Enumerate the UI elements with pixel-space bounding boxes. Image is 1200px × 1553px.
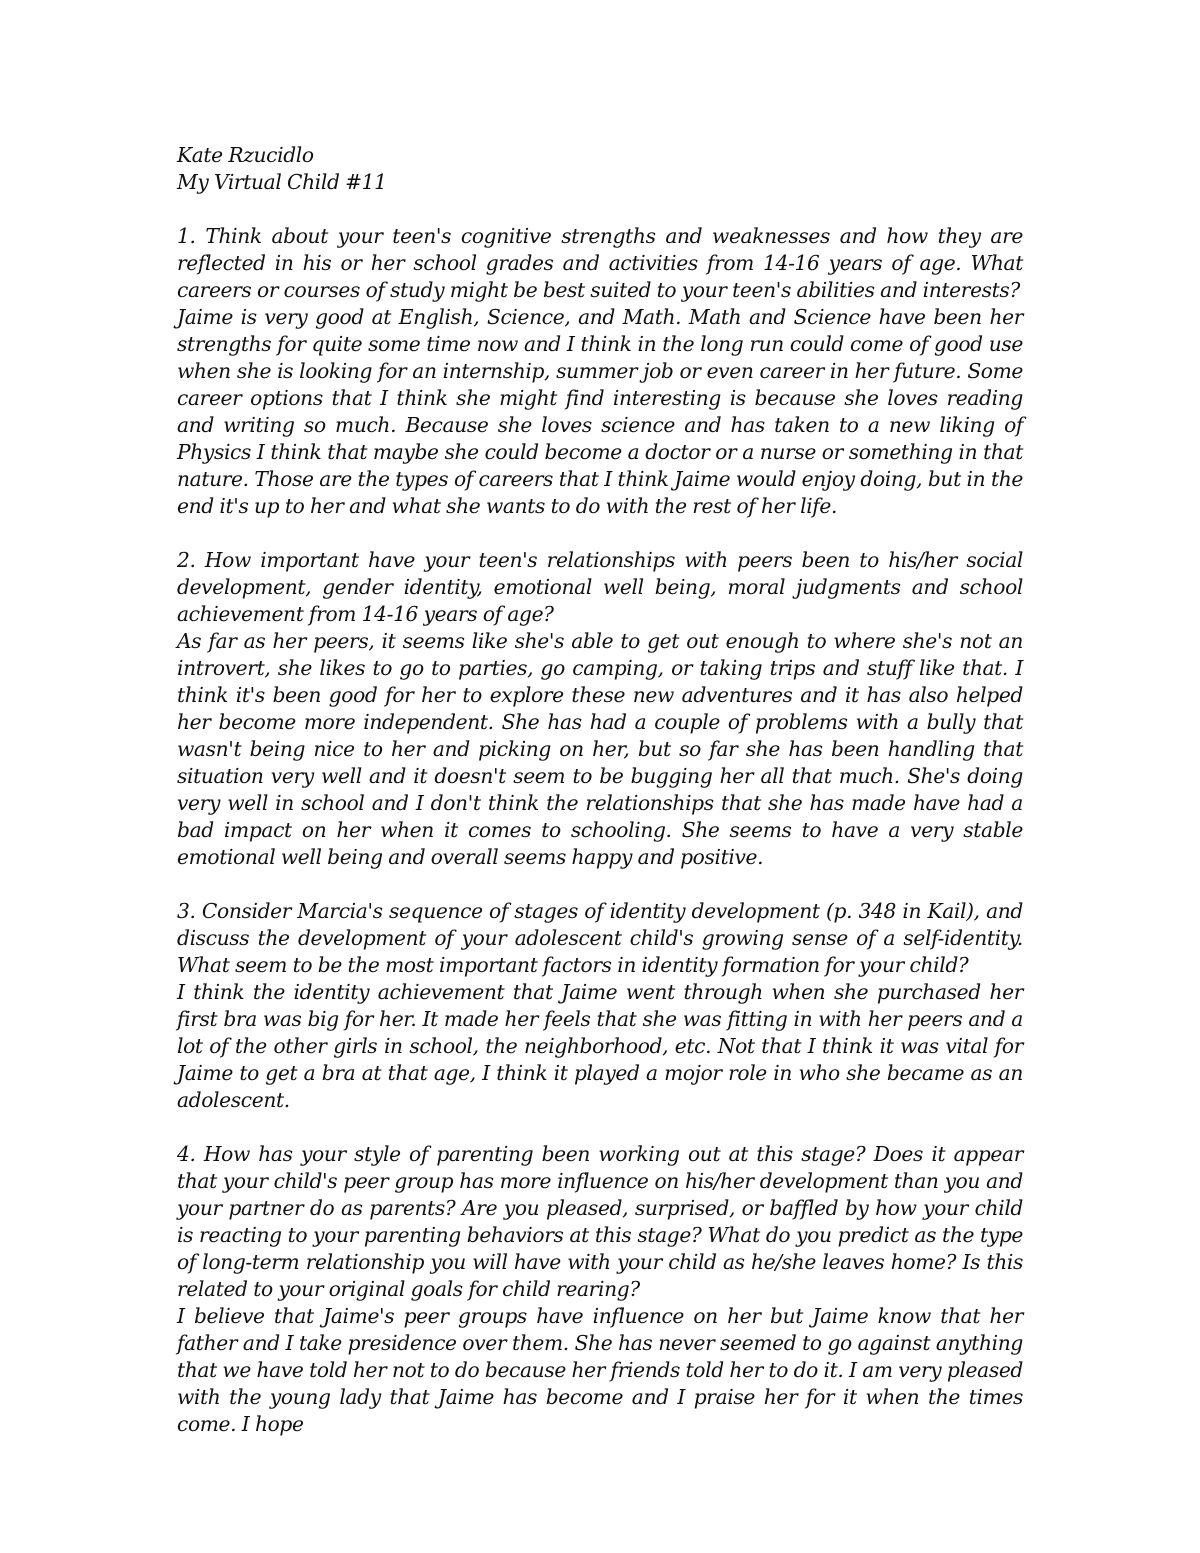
assignment-title: My Virtual Child #11 (177, 170, 387, 194)
question-4: 4. How has your style of parenting been working out at this stage? Does it appear that your child's peer group has more influence on his/her development than you and your partner do as parents? Are you pleased, surprised, or baffled by how your child is reacting to your parenting behaviors at this stage? What do you predict as the type of long-term relationship you will have with your child as he/she leaves home? Is this related to your original goals for child rearing? (177, 1142, 1023, 1301)
section-3 (177, 898, 1023, 1114)
answer-3: I think the identity achievement that Jaime went through when she purchased her first bra was big for her. It made her feels that she was fitting in with her peers and a lot of the other girls in school, the neighborhood, etc. Not that I think it was vital for Jaime to get a bra at that age, I think it played a mojor role in who she became as an adolescent. (177, 980, 1023, 1112)
section-4 (177, 1141, 1023, 1438)
question-3: 3. Consider Marcia's sequence of stages of identity development (p. 348 in Kail), and discuss the development of your adolescent child's growing sense of a self-identity. What seem to be the most important factors in identity formation for your child? (177, 899, 1023, 977)
question-2: 2. How important have your teen's relationships with peers been to his/her social development, gender identity, emotional well being, moral judgments and school achievement from 14-16 years of age? (177, 548, 1023, 626)
section-2 (177, 547, 1023, 871)
spacer (177, 1114, 1023, 1141)
document-body (177, 142, 1023, 1438)
question-1: 1. Think about your teen's cognitive strengths and weaknesses and how they are reflected in his or her school grades and activities from 14-16 years of age. What careers or courses of study might be best suited to your teen's abilities and interests? (177, 224, 1023, 302)
answer-1: Jaime is very good at English, Science, and Math. Math and Science have been her strengths for quite some time now and I think in the long run could come of good use when she is looking for an internship, summer job or even career in her future. Some career options that I think she might find interesting is because she loves reading and writing so much. Because she loves science and has taken to a new liking of Physics I think that maybe she could become a doctor or a nurse or something in that nature. Those are the types of careers that I think Jaime would enjoy doing, but in the end it's up to her and what she wants to do with the rest of her life. (177, 305, 1023, 518)
answer-4: I believe that Jaime's peer groups have influence on her but Jaime know that her father and I take presidence over them. She has never seemed to go against anything that we have told her not to do because her friends told her to do it. I am very pleased with the young lady that Jaime has become and I praise her for it when the times come. I hope (177, 1304, 1024, 1436)
spacer (177, 871, 1023, 898)
author-name: Kate Rzucidlo (177, 143, 314, 167)
spacer (177, 520, 1023, 547)
section-1 (177, 223, 1023, 520)
spacer (177, 196, 1023, 223)
answer-2: As far as her peers, it seems like she's able to get out enough to where she's not an introvert, she likes to go to parties, go camping, or taking trips and stuff like that. I think it's been good for her to explore these new adventures and it has also helped her become more independent. She has had a couple of problems with a bully that wasn't being nice to her and picking on her, but so far she has been handling that situation very well and it doesn't seem to be bugging her all that much. She's doing very well in school and I don't think the relationships that she has made have had a bad impact on her when it comes to schooling. She seems to have a very stable emotional well being and overall seems happy and positive. (177, 629, 1023, 869)
